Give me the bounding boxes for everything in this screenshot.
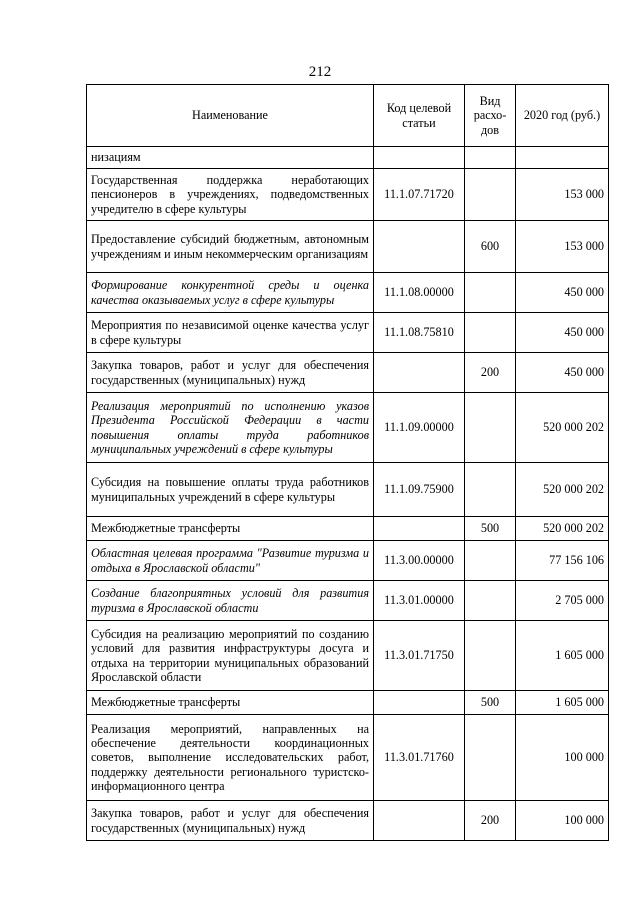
row-kind: [465, 541, 516, 581]
table-row: [87, 715, 609, 801]
table-row: [87, 621, 609, 691]
header-kind: Вид расхо-дов: [465, 85, 516, 147]
row-sum: 77 156 106: [516, 541, 609, 581]
row-kind: [465, 463, 516, 517]
row-sum: 450 000: [516, 273, 609, 313]
row-name: Реализация мероприятий, направленных на обеспечение деятельности координационных советов, выполнение исследовательских работ, поддержку деятельности регионального туристско-информационного центра: [87, 715, 374, 801]
table-row: [87, 273, 609, 313]
row-code: 11.1.07.71720: [374, 169, 465, 221]
table-row: [87, 313, 609, 353]
row-code: 11.1.09.00000: [374, 393, 465, 463]
row-code: [374, 517, 465, 541]
table-row: [87, 393, 609, 463]
row-kind: [465, 621, 516, 691]
table-row: [87, 353, 609, 393]
row-code: 11.1.08.75810: [374, 313, 465, 353]
row-kind: 500: [465, 517, 516, 541]
table-row: [87, 147, 609, 169]
header-sum: 2020 год (руб.): [516, 85, 609, 147]
table-row: [87, 463, 609, 517]
row-kind: [465, 169, 516, 221]
table-row: [87, 691, 609, 715]
row-name: Субсидия на повышение оплаты труда работников муниципальных учреждений в сфере культуры: [87, 463, 374, 517]
row-name: Субсидия на реализацию мероприятий по созданию условий для развития инфраструктуры досуга и отдыха на территории муниципальных образований Ярославской области: [87, 621, 374, 691]
row-code: [374, 147, 465, 169]
row-name: Областная целевая программа "Развитие туризма и отдыха в Ярославской области": [87, 541, 374, 581]
table-row: [87, 541, 609, 581]
row-kind: [465, 313, 516, 353]
row-code: [374, 221, 465, 273]
row-kind: [465, 273, 516, 313]
row-name: Межбюджетные трансферты: [87, 691, 374, 715]
table-row: [87, 581, 609, 621]
table-row: [87, 517, 609, 541]
row-kind: [465, 147, 516, 169]
row-name: Закупка товаров, работ и услуг для обеспечения государственных (муниципальных) нужд: [87, 353, 374, 393]
row-code: 11.1.08.00000: [374, 273, 465, 313]
row-sum: 153 000: [516, 169, 609, 221]
row-kind: [465, 581, 516, 621]
row-name: низациям: [87, 147, 374, 169]
row-name: Закупка товаров, работ и услуг для обеспечения государственных (муниципальных) нужд: [87, 801, 374, 841]
row-sum: 450 000: [516, 353, 609, 393]
table-row: [87, 169, 609, 221]
row-sum: 520 000 202: [516, 517, 609, 541]
row-code: [374, 801, 465, 841]
row-code: 11.3.01.00000: [374, 581, 465, 621]
row-sum: 1 605 000: [516, 621, 609, 691]
row-code: 11.3.01.71760: [374, 715, 465, 801]
row-code: 11.3.01.71750: [374, 621, 465, 691]
row-code: [374, 353, 465, 393]
row-name: Мероприятия по независимой оценке качества услуг в сфере культуры: [87, 313, 374, 353]
row-name: Предоставление субсидий бюджетным, автономным учреждениям и иным некоммерческим организациям: [87, 221, 374, 273]
row-name: Межбюджетные трансферты: [87, 517, 374, 541]
row-sum: 153 000: [516, 221, 609, 273]
row-sum: 2 705 000: [516, 581, 609, 621]
row-name: Формирование конкурентной среды и оценка качества оказываемых услуг в сфере культуры: [87, 273, 374, 313]
table-row: [87, 221, 609, 273]
row-code: 11.3.00.00000: [374, 541, 465, 581]
row-kind: 500: [465, 691, 516, 715]
row-sum: 100 000: [516, 715, 609, 801]
table-row: [87, 801, 609, 841]
row-sum: 1 605 000: [516, 691, 609, 715]
row-kind: [465, 715, 516, 801]
row-kind: 600: [465, 221, 516, 273]
row-sum: 520 000 202: [516, 463, 609, 517]
row-code: 11.1.09.75900: [374, 463, 465, 517]
row-name: Реализация мероприятий по исполнению указов Президента Российской Федерации в части повышения оплаты труда работников муниципальных учреждений в сфере культуры: [87, 393, 374, 463]
row-sum: 100 000: [516, 801, 609, 841]
header-name: Наименование: [87, 85, 374, 147]
row-sum: 520 000 202: [516, 393, 609, 463]
row-kind: 200: [465, 353, 516, 393]
budget-table: [86, 84, 609, 841]
header-code: Код целевой статьи: [374, 85, 465, 147]
row-name: Государственная поддержка неработающих пенсионеров в учреждениях, подведомственных учредителю в сфере культуры: [87, 169, 374, 221]
row-sum: 450 000: [516, 313, 609, 353]
page-number: 212: [308, 64, 332, 80]
table-header-row: [87, 85, 609, 147]
row-kind: 200: [465, 801, 516, 841]
row-name: Создание благоприятных условий для развития туризма в Ярославской области: [87, 581, 374, 621]
row-sum: [516, 147, 609, 169]
row-kind: [465, 393, 516, 463]
row-code: [374, 691, 465, 715]
